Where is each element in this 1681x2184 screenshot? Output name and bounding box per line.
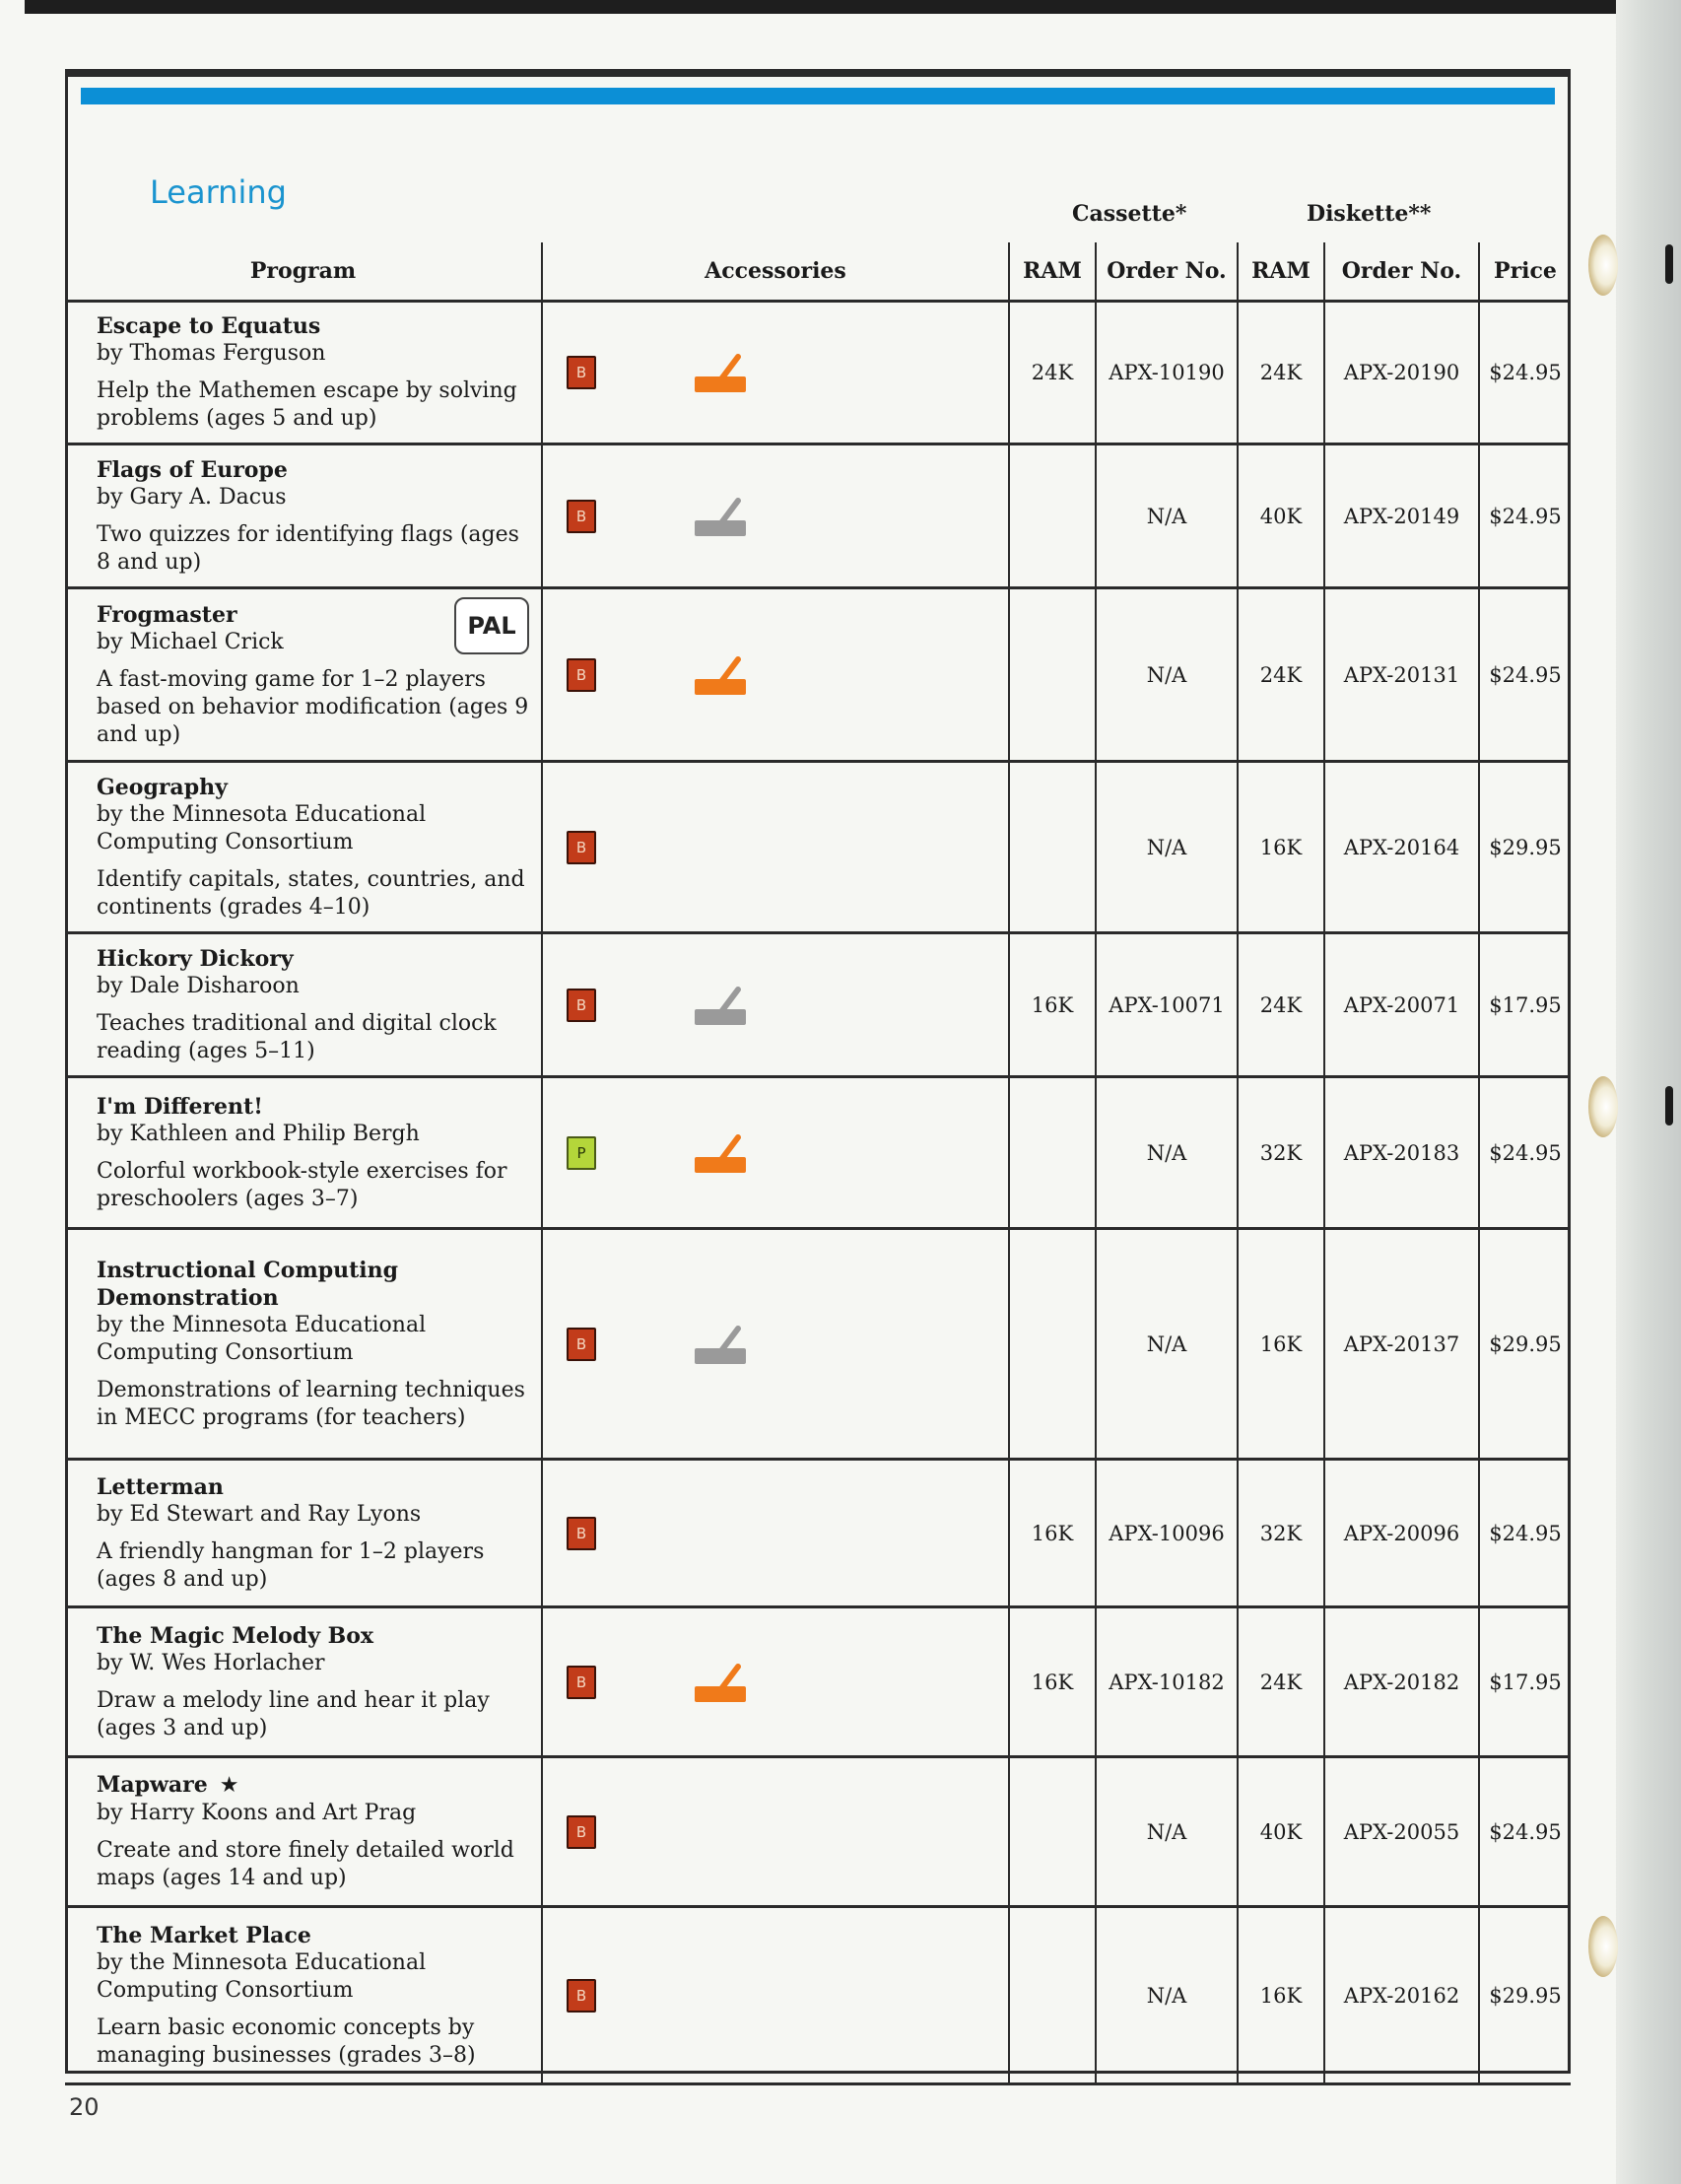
program-name-text: Geography bbox=[97, 774, 228, 800]
program-cell bbox=[65, 1460, 542, 1607]
program-name bbox=[97, 945, 531, 973]
program-description: Help the Mathemen escape by solving problems (ages 5 and up) bbox=[97, 378, 517, 431]
program-cell bbox=[65, 933, 542, 1077]
cassette-order-cell: APX-10071 bbox=[1096, 933, 1238, 1077]
diskette-ram-cell: 24K bbox=[1238, 302, 1324, 444]
program-name-text: The Market Place bbox=[97, 1922, 311, 1948]
program-author: by Ed Stewart and Ray Lyons bbox=[97, 1501, 422, 1527]
program-description: Draw a melody line and hear it play (ages 3 and up) bbox=[97, 1687, 490, 1740]
diskette-order-cell: APX-20149 bbox=[1324, 444, 1479, 588]
program-author: by Thomas Ferguson bbox=[97, 341, 326, 366]
cassette-ram-cell: 16K bbox=[1009, 933, 1096, 1077]
price-cell: $29.95 bbox=[1479, 1229, 1571, 1460]
table-row bbox=[65, 1229, 1571, 1460]
cassette-order-cell: N/A bbox=[1096, 1077, 1238, 1229]
book-icon: B bbox=[567, 1517, 596, 1550]
program-name-text: The Magic Melody Box bbox=[97, 1622, 374, 1649]
accessories-cell bbox=[542, 1757, 1009, 1907]
diskette-ram-cell: 24K bbox=[1238, 588, 1324, 762]
program-description: Create and store finely detailed world maps (ages 14 and up) bbox=[97, 1838, 514, 1890]
table-row bbox=[65, 933, 1571, 1077]
book-icon: B bbox=[567, 500, 596, 533]
price-cell: $24.95 bbox=[1479, 1077, 1571, 1229]
program-cell bbox=[65, 1757, 542, 1907]
cassette-ram-cell bbox=[1009, 1229, 1096, 1460]
cassette-order-cell: N/A bbox=[1096, 1757, 1238, 1907]
diskette-ram-cell: 16K bbox=[1238, 1907, 1324, 2084]
accessories-cell bbox=[542, 762, 1009, 933]
table-row bbox=[65, 1460, 1571, 1607]
diskette-ram-cell: 16K bbox=[1238, 1229, 1324, 1460]
accessories-cell bbox=[542, 444, 1009, 588]
cassette-order-cell: N/A bbox=[1096, 1229, 1238, 1460]
program-cell bbox=[65, 1229, 542, 1460]
program-name-text: Instructional Computing Demonstration bbox=[97, 1257, 399, 1311]
price-cell: $29.95 bbox=[1479, 1907, 1571, 2084]
accessories-cell bbox=[542, 302, 1009, 444]
program-description: Identify capitals, states, countries, and continents (grades 4–10) bbox=[97, 866, 525, 920]
joystick-icon bbox=[691, 653, 750, 699]
diskette-order-cell: APX-20162 bbox=[1324, 1907, 1479, 2084]
price-cell: $24.95 bbox=[1479, 1460, 1571, 1607]
cassette-ram-cell bbox=[1009, 762, 1096, 933]
book-icon: B bbox=[567, 989, 596, 1022]
diskette-ram-cell: 40K bbox=[1238, 444, 1324, 588]
section-title: Learning bbox=[150, 173, 287, 211]
diskette-ram-cell: 32K bbox=[1238, 1460, 1324, 1607]
price-cell: $24.95 bbox=[1479, 302, 1571, 444]
col-cassette-order: Order No. bbox=[1096, 242, 1238, 302]
cassette-ram-cell bbox=[1009, 444, 1096, 588]
accessories-cell bbox=[542, 1907, 1009, 2084]
program-name bbox=[97, 1093, 531, 1121]
price-cell: $17.95 bbox=[1479, 1607, 1571, 1757]
accessories-cell bbox=[542, 1077, 1009, 1229]
col-program: Program bbox=[65, 242, 542, 302]
book-icon: B bbox=[567, 356, 596, 389]
diskette-order-cell: APX-20137 bbox=[1324, 1229, 1479, 1460]
program-name-text: Escape to Equatus bbox=[97, 313, 321, 339]
joystick-icon bbox=[691, 1323, 750, 1368]
program-description: A fast-moving game for 1–2 players based on behavior modification (ages 9 and up) bbox=[97, 666, 529, 747]
program-author: by the Minnesota Educational Computing Consortium bbox=[97, 1949, 427, 2003]
program-description: A friendly hangman for 1–2 players (ages 8 and up) bbox=[97, 1538, 485, 1592]
program-name bbox=[97, 1257, 531, 1312]
star-icon: ★ bbox=[219, 1773, 239, 1798]
diskette-ram-cell: 24K bbox=[1238, 1607, 1324, 1757]
diskette-ram-cell: 32K bbox=[1238, 1077, 1324, 1229]
program-description: Two quizzes for identifying flags (ages 8 and up) bbox=[97, 521, 519, 575]
diskette-ram-cell: 16K bbox=[1238, 762, 1324, 933]
diskette-order-cell: APX-20055 bbox=[1324, 1757, 1479, 1907]
program-table bbox=[65, 242, 1571, 2085]
cassette-ram-cell: 16K bbox=[1009, 1607, 1096, 1757]
col-diskette-order: Order No. bbox=[1324, 242, 1479, 302]
table-header-row bbox=[65, 242, 1571, 302]
cassette-order-cell: N/A bbox=[1096, 1907, 1238, 2084]
cassette-order-cell: APX-10190 bbox=[1096, 302, 1238, 444]
binder-ring bbox=[1588, 235, 1618, 296]
col-cassette-ram: RAM bbox=[1009, 242, 1096, 302]
page-number: 20 bbox=[69, 2093, 100, 2121]
cassette-ram-cell: 24K bbox=[1009, 302, 1096, 444]
program-cell bbox=[65, 588, 542, 762]
price-cell: $24.95 bbox=[1479, 588, 1571, 762]
col-diskette-ram: RAM bbox=[1238, 242, 1324, 302]
book-icon: B bbox=[567, 1328, 596, 1361]
table-row bbox=[65, 1077, 1571, 1229]
diskette-order-cell: APX-20096 bbox=[1324, 1460, 1479, 1607]
accessories-cell bbox=[542, 1607, 1009, 1757]
cassette-order-cell: N/A bbox=[1096, 762, 1238, 933]
program-cell bbox=[65, 1077, 542, 1229]
diskette-order-cell: APX-20164 bbox=[1324, 762, 1479, 933]
program-author: by W. Wes Horlacher bbox=[97, 1650, 325, 1675]
price-cell: $29.95 bbox=[1479, 762, 1571, 933]
program-author: by Kathleen and Philip Bergh bbox=[97, 1121, 420, 1146]
table-row bbox=[65, 1907, 1571, 2084]
program-author: by Harry Koons and Art Prag bbox=[97, 1801, 417, 1825]
binder-ring-bar bbox=[1665, 244, 1673, 284]
price-cell: $24.95 bbox=[1479, 1757, 1571, 1907]
program-name bbox=[97, 312, 531, 340]
cassette-header: Cassette* bbox=[1072, 201, 1187, 227]
program-author: by Michael Crick bbox=[97, 629, 284, 654]
program-cell bbox=[65, 444, 542, 588]
program-name-text: Mapware bbox=[97, 1772, 208, 1798]
pal-badge: PAL bbox=[454, 597, 529, 654]
table-row bbox=[65, 762, 1571, 933]
diskette-order-cell: APX-20071 bbox=[1324, 933, 1479, 1077]
program-name-text: Letterman bbox=[97, 1473, 224, 1500]
col-accessories: Accessories bbox=[542, 242, 1009, 302]
program-name bbox=[97, 774, 531, 801]
program-name bbox=[97, 1922, 531, 1949]
diskette-order-cell: APX-20131 bbox=[1324, 588, 1479, 762]
program-cell bbox=[65, 302, 542, 444]
program-description: Learn basic economic concepts by managing businesses (grades 3–8) bbox=[97, 2014, 476, 2068]
program-description: Colorful workbook-style exercises for preschoolers (ages 3–7) bbox=[97, 1158, 507, 1211]
book-icon: B bbox=[567, 1666, 596, 1699]
program-name bbox=[97, 456, 531, 484]
cassette-order-cell: APX-10182 bbox=[1096, 1607, 1238, 1757]
binder-ring bbox=[1588, 1916, 1618, 1977]
accessories-cell bbox=[542, 933, 1009, 1077]
cassette-ram-cell: 16K bbox=[1009, 1460, 1096, 1607]
program-author: by the Minnesota Educational Computing Consortium bbox=[97, 801, 427, 854]
cassette-order-cell: N/A bbox=[1096, 444, 1238, 588]
program-cell bbox=[65, 1607, 542, 1757]
joystick-icon bbox=[691, 1131, 750, 1177]
program-name bbox=[97, 1622, 531, 1650]
joystick-icon bbox=[691, 984, 750, 1029]
program-description: Teaches traditional and digital clock reading (ages 5–11) bbox=[97, 1010, 497, 1063]
accessories-cell bbox=[542, 1460, 1009, 1607]
program-name-text: Frogmaster bbox=[97, 601, 237, 628]
price-cell: $17.95 bbox=[1479, 933, 1571, 1077]
program-description: Demonstrations of learning techniques in MECC programs (for teachers) bbox=[97, 1377, 525, 1430]
accessories-cell bbox=[542, 1229, 1009, 1460]
table-row bbox=[65, 302, 1571, 444]
program-cell bbox=[65, 762, 542, 933]
book-icon: B bbox=[567, 1979, 596, 2013]
col-price: Price bbox=[1479, 242, 1571, 302]
joystick-icon bbox=[691, 495, 750, 540]
program-name-text: Hickory Dickory bbox=[97, 945, 294, 972]
cassette-order-cell: APX-10096 bbox=[1096, 1460, 1238, 1607]
joystick-icon bbox=[691, 351, 750, 396]
diskette-order-cell: APX-20183 bbox=[1324, 1077, 1479, 1229]
program-author: by Gary A. Dacus bbox=[97, 484, 287, 510]
program-name bbox=[97, 1771, 531, 1800]
cassette-order-cell: N/A bbox=[1096, 588, 1238, 762]
cassette-ram-cell bbox=[1009, 1077, 1096, 1229]
program-name-text: Flags of Europe bbox=[97, 456, 288, 483]
cassette-ram-cell bbox=[1009, 1907, 1096, 2084]
table-row bbox=[65, 588, 1571, 762]
program-cell bbox=[65, 1907, 542, 2084]
program-author: by Dale Disharoon bbox=[97, 973, 300, 998]
table-row bbox=[65, 1757, 1571, 1907]
cassette-ram-cell bbox=[1009, 1757, 1096, 1907]
program-name-text: I'm Different! bbox=[97, 1093, 263, 1120]
binder-ring-bar bbox=[1665, 1086, 1673, 1126]
book-icon: B bbox=[567, 658, 596, 692]
accent-bar bbox=[81, 88, 1555, 104]
joystick-icon bbox=[691, 1661, 750, 1706]
book-icon: B bbox=[567, 1815, 596, 1849]
binder-ring bbox=[1588, 1076, 1618, 1137]
accessories-cell bbox=[542, 588, 1009, 762]
program-author: by the Minnesota Educational Computing Consortium bbox=[97, 1312, 427, 1365]
diskette-order-cell: APX-20182 bbox=[1324, 1607, 1479, 1757]
diskette-order-cell: APX-20190 bbox=[1324, 302, 1479, 444]
book-icon: B bbox=[567, 831, 596, 864]
diskette-ram-cell: 24K bbox=[1238, 933, 1324, 1077]
diskette-header: Diskette** bbox=[1307, 201, 1432, 227]
cassette-ram-cell bbox=[1009, 588, 1096, 762]
program-name bbox=[97, 1473, 531, 1501]
diskette-ram-cell: 40K bbox=[1238, 1757, 1324, 1907]
table-row bbox=[65, 1607, 1571, 1757]
table-row bbox=[65, 444, 1571, 588]
book-icon: P bbox=[567, 1136, 596, 1170]
page-top-edge bbox=[25, 0, 1660, 14]
price-cell: $24.95 bbox=[1479, 444, 1571, 588]
